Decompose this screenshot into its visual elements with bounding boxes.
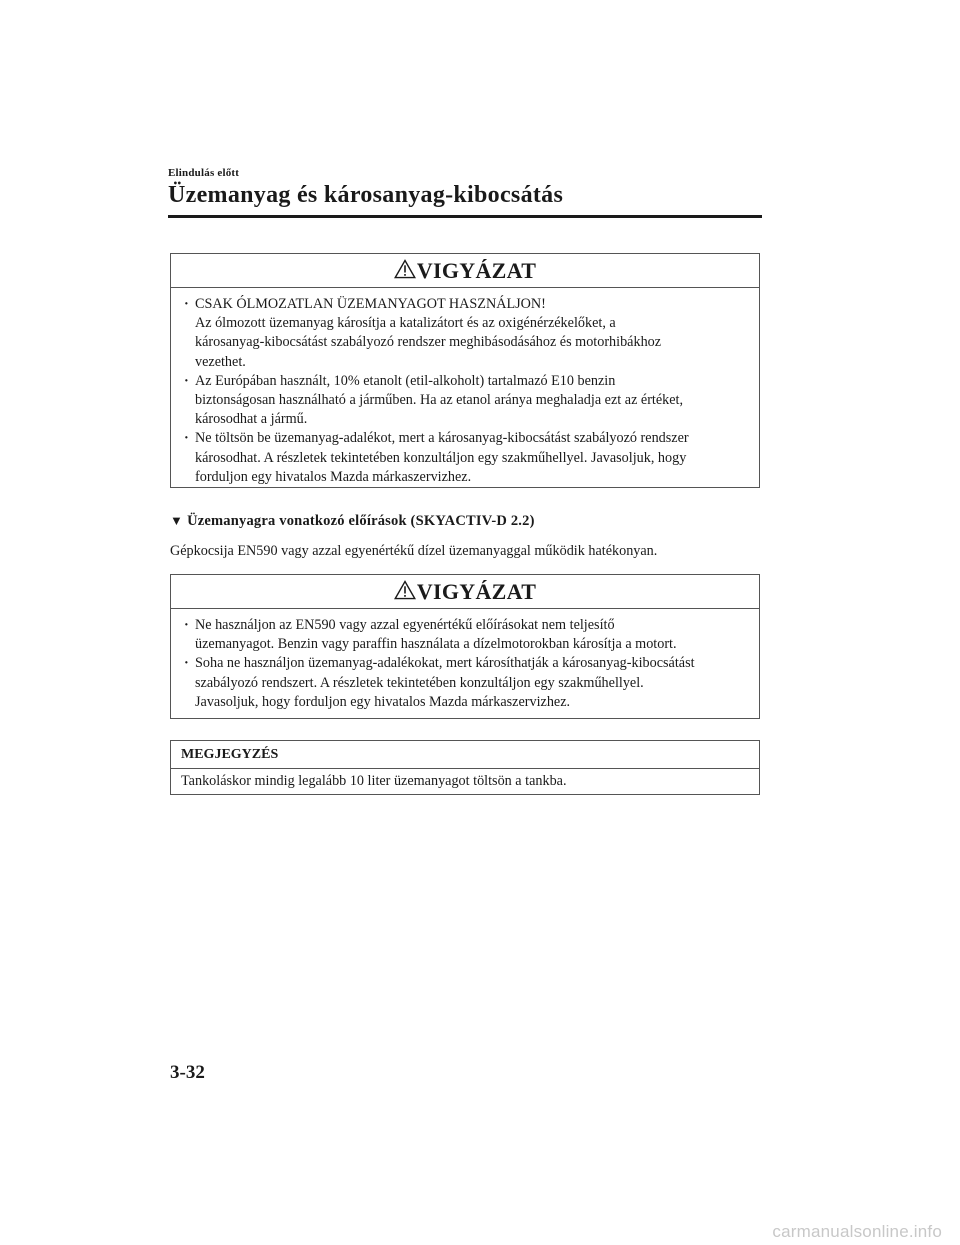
warning-header xyxy=(171,575,759,609)
page-title: Üzemanyag és károsanyag-kibocsátás xyxy=(168,182,564,208)
title-divider xyxy=(168,215,762,218)
section-label: Elindulás előtt xyxy=(168,167,240,179)
subsection-heading xyxy=(170,513,535,530)
warning-item xyxy=(184,372,747,430)
warning-line: Az Európában használt, 10% etanolt (etil-alkoholt) tartalmazó E10 benzin xyxy=(195,372,616,389)
body-paragraph: Gépkocsija EN590 vagy azzal egyenértékű dízel üzemanyaggal működik hatékonyan. xyxy=(170,543,658,559)
warning-line: vezethet. xyxy=(195,353,246,370)
warning-item xyxy=(184,429,747,487)
warning-line: Ne használjon az EN590 vagy azzal egyenértékű előírásokat nem teljesítő xyxy=(195,617,615,633)
bullet: · xyxy=(184,655,189,672)
warning-line: CSAK ÓLMOZATLAN ÜZEMANYAGOT HASZNÁLJON! xyxy=(195,296,546,312)
bullet: · xyxy=(184,296,189,312)
note-box xyxy=(170,740,760,795)
warning-item xyxy=(184,295,747,372)
triangle-down-icon: ▼ xyxy=(170,513,184,528)
warning-box-fuel xyxy=(170,253,760,488)
warning-line: forduljon egy hivatalos Mazda márkaszervizhez. xyxy=(195,468,472,485)
warning-heading: VIGYÁZAT xyxy=(416,257,537,283)
bullet: · xyxy=(184,617,189,633)
warning-body xyxy=(171,609,759,722)
page-number: 3-32 xyxy=(170,1062,205,1083)
warning-item xyxy=(184,654,747,712)
subsection-heading-text: Üzemanyagra vonatkozó előírások (SKYACTIV-D 2.2) xyxy=(187,513,535,529)
warning-body xyxy=(171,288,759,497)
warning-triangle-icon xyxy=(394,259,416,279)
warning-line: károsodhat. A részletek tekintetében konzultáljon egy szakműhellyel. Javasoljuk, hogy xyxy=(195,449,687,466)
warning-line: károsodhat a jármű. xyxy=(195,411,308,428)
bullet: · xyxy=(184,372,189,389)
warning-triangle-icon xyxy=(394,580,416,600)
warning-line: Soha ne használjon üzemanyag-adalékokat, mert károsíthatják a károsanyag-kibocsátást xyxy=(195,655,695,672)
warning-item xyxy=(184,616,747,654)
watermark: carmanualsonline.info xyxy=(772,1222,942,1241)
note-text: Tankoláskor mindig legalább 10 liter üzemanyagot töltsön a tankba. xyxy=(181,773,567,789)
warning-line: biztonságosan használható a járműben. Ha az etanol aránya meghaladja ezt az értéket, xyxy=(195,392,684,409)
bullet: · xyxy=(184,430,189,447)
warning-heading: VIGYÁZAT xyxy=(416,578,537,604)
warning-header xyxy=(171,254,759,288)
warning-box-diesel xyxy=(170,574,760,719)
warning-line: Ne töltsön be üzemanyag-adalékot, mert a károsanyag-kibocsátást szabályozó rendszer xyxy=(195,430,689,447)
warning-line: károsanyag-kibocsátást szabályozó rendszer meghibásodásához és motorhibákhoz xyxy=(195,334,662,351)
note-heading: MEGJEGYZÉS xyxy=(171,741,759,769)
warning-line: üzemanyagot. Benzin vagy paraffin használata a dízelmotorokban károsítja a motort. xyxy=(195,636,677,653)
warning-line: Javasoljuk, hogy forduljon egy hivatalos Mazda márkaszervizhez. xyxy=(195,693,571,710)
warning-line: Az ólmozott üzemanyag károsítja a katalizátort és az oxigénérzékelőket, a xyxy=(195,315,616,332)
warning-line: szabályozó rendszert. A részletek tekintetében konzultáljon egy szakműhellyel. xyxy=(195,674,644,691)
